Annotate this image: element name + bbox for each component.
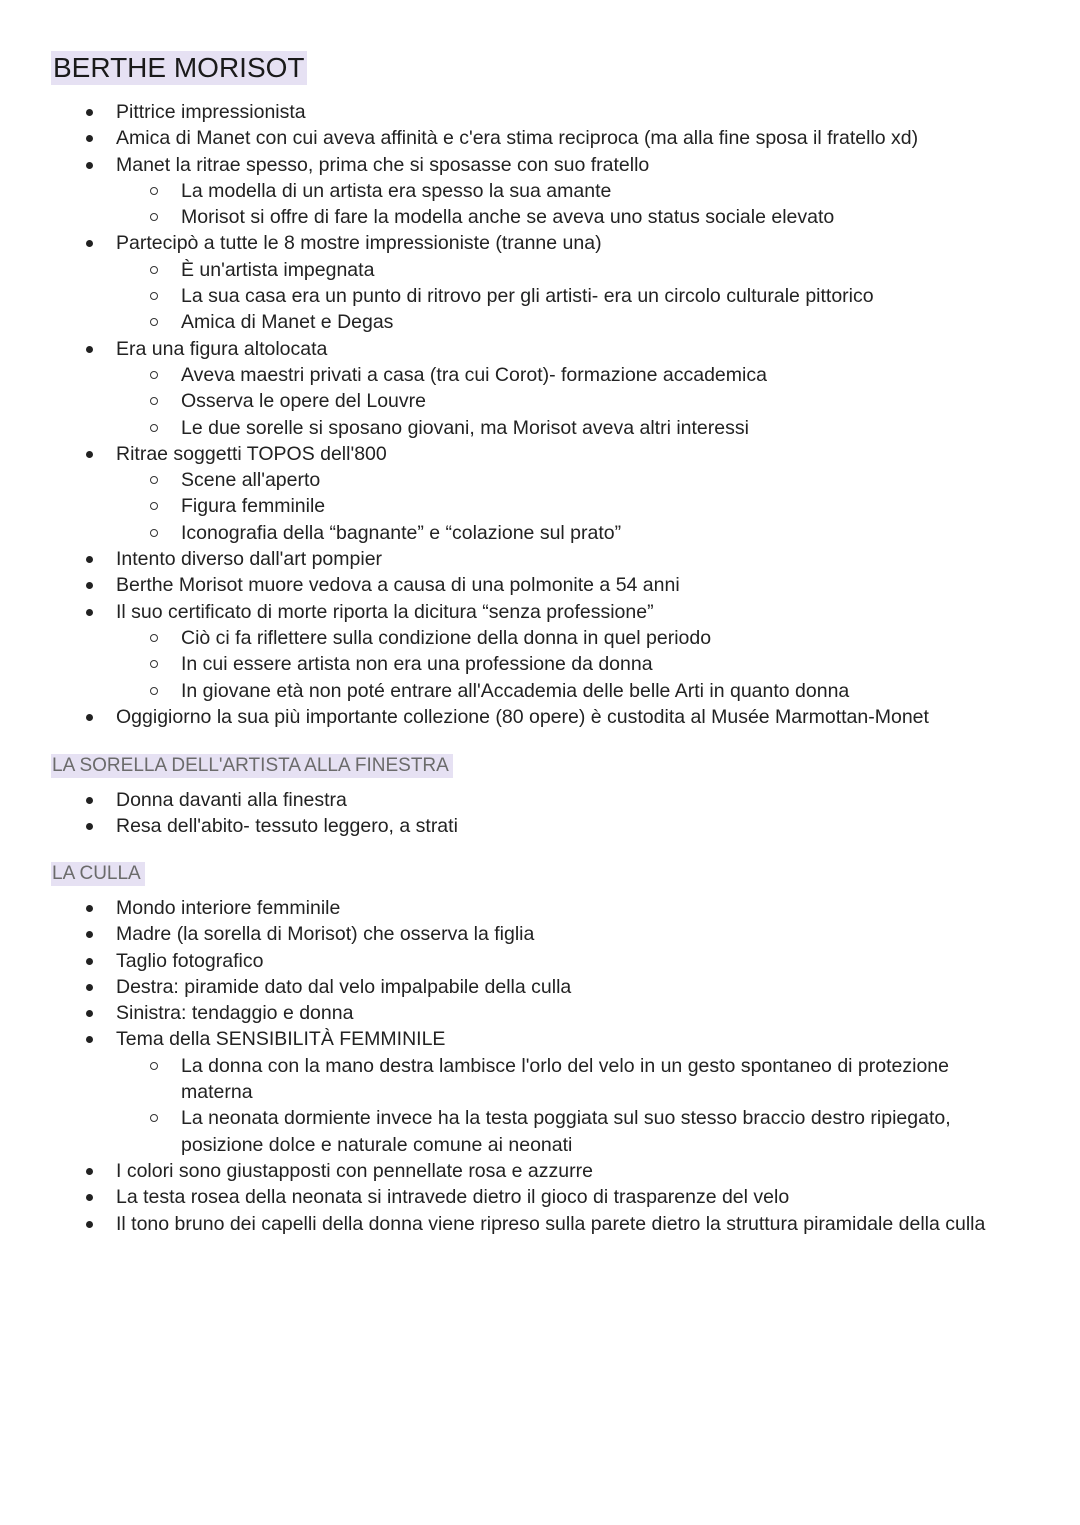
list-item: Ritrae soggetti TOPOS dell'800 [0,441,1080,467]
list-item: I colori sono giustapposti con pennellate rosa e azzurre [0,1158,1080,1184]
list-item: Resa dell'abito- tessuto leggero, a strati [0,813,1080,839]
section-heading-culla: LA CULLA [51,862,145,886]
list-item: Intento diverso dall'art pompier [0,546,1080,572]
list-item: Taglio fotografico [0,948,1080,974]
list-item: Il suo certificato di morte riporta la dicitura “senza professione” [0,599,1080,625]
main-bullet-list [0,99,1080,730]
sub-list-item: La sua casa era un punto di ritrovo per gli artisti- era un circolo culturale pittorico [0,283,1080,309]
sub-list-item: Le due sorelle si sposano giovani, ma Morisot aveva altri interessi [0,415,1080,441]
list-item: Tema della SENSIBILITÀ FEMMINILE [0,1026,1080,1052]
list-item: Il tono bruno dei capelli della donna viene ripreso sulla parete dietro la struttura piramidale della culla [0,1211,1080,1237]
list-item: Donna davanti alla finestra [0,787,1080,813]
list-item: Oggigiorno la sua più importante collezione (80 opere) è custodita al Musée Marmottan-Monet [0,704,1080,730]
sub-list-item: Iconografia della “bagnante” e “colazione sul prato” [0,520,1080,546]
sub-list-item: La donna con la mano destra lambisce l'orlo del velo in un gesto spontaneo di protezione materna [0,1053,981,1106]
page-title: BERTHE MORISOT [53,52,305,83]
list-item: Era una figura altolocata [0,336,1080,362]
sub-list-item: Ciò ci fa riflettere sulla condizione della donna in quel periodo [0,625,1080,651]
list-item: Berthe Morisot muore vedova a causa di una polmonite a 54 anni [0,572,1080,598]
sub-list-item: Morisot si offre di fare la modella anche se aveva uno status sociale elevato [0,204,1080,230]
sub-list-item: In giovane età non poté entrare all'Accademia delle belle Arti in quanto donna [0,678,1080,704]
sub-list-item: Osserva le opere del Louvre [0,388,1080,414]
sub-list-item: È un'artista impegnata [0,257,1080,283]
list-item: Partecipò a tutte le 8 mostre impressioniste (tranne una) [0,230,1080,256]
list-item: Destra: piramide dato dal velo impalpabile della culla [0,974,1080,1000]
list-item: Pittrice impressionista [0,99,1080,125]
sub-list-item: Amica di Manet e Degas [0,309,1080,335]
list-item: Manet la ritrae spesso, prima che si sposasse con suo fratello [0,152,1080,178]
sub-list-item: La modella di un artista era spesso la sua amante [0,178,1080,204]
list-item: Amica di Manet con cui aveva affinità e c'era stima reciproca (ma alla fine sposa il fratello xd) [0,125,1080,151]
sorella-bullet-list [0,787,1080,840]
sub-list-item: Aveva maestri privati a casa (tra cui Corot)- formazione accademica [0,362,1080,388]
sub-list-item: Figura femminile [0,493,1080,519]
section-heading-sorella: LA SORELLA DELL'ARTISTA ALLA FINESTRA [51,754,453,778]
list-item: La testa rosea della neonata si intravede dietro il gioco di trasparenze del velo [0,1184,1080,1210]
list-item: Mondo interiore femminile [0,895,1080,921]
list-item: Sinistra: tendaggio e donna [0,1000,1080,1026]
sub-list-item: In cui essere artista non era una professione da donna [0,651,1080,677]
culla-bullet-list [0,895,1080,1237]
sub-list-item: Scene all'aperto [0,467,1080,493]
list-item: Madre (la sorella di Morisot) che osserva la figlia [0,921,1080,947]
sub-list-item: La neonata dormiente invece ha la testa poggiata sul suo stesso braccio destro ripiegato, posizione dolce e naturale comune ai neonati [0,1105,981,1158]
